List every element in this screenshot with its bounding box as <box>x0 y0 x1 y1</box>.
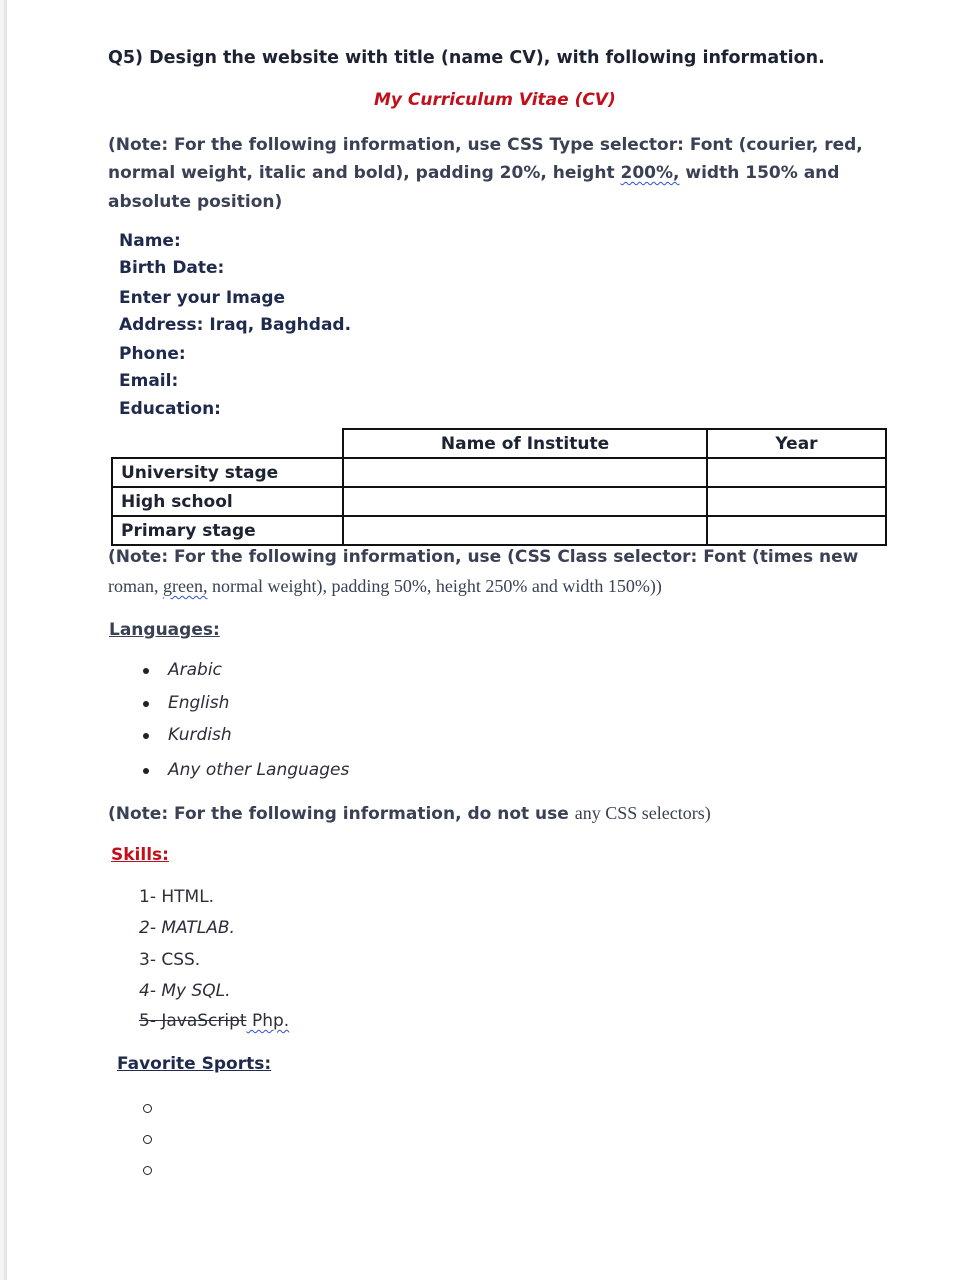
field-birth-date: Birth Date: <box>119 258 225 278</box>
note-no-selectors: (Note: For the following information, do not use any CSS selectors) <box>108 803 711 824</box>
year-cell <box>707 487 886 516</box>
field-image: Enter your Image <box>119 288 286 308</box>
year-cell <box>707 458 886 487</box>
institute-cell <box>343 487 707 516</box>
circle-bullet-icon <box>143 1166 152 1175</box>
list-item: 2- MATLAB. <box>139 918 235 938</box>
field-email: Email: <box>119 371 179 391</box>
field-address: Address: Iraq, Baghdad. <box>119 315 352 335</box>
bullet-icon <box>143 701 149 707</box>
list-item: Arabic <box>168 660 222 680</box>
list-item: 3- CSS. <box>139 950 201 970</box>
table-header-row <box>112 429 886 458</box>
sports-heading: Favorite Sports: <box>117 1054 272 1074</box>
bullet-icon <box>143 768 149 774</box>
year-cell <box>707 516 886 545</box>
header-year: Year <box>707 429 886 458</box>
institute-cell <box>343 516 707 545</box>
list-item: 4- My SQL. <box>139 981 231 1001</box>
table-row <box>112 516 886 545</box>
document-page: Q5) Design the website with title (name CV), with following information. My Curriculum Vitae (CV) (Note: For the following information, use CSS Type selector: Font (courier, red, normal weight, italic and bold), padding 20%, height 200%, width 150% and absolute position) Name: Birth Date: Enter your Image Address: Iraq, Baghdad. Phone: Email: Education: Name of Institute Year University stage High school Primary stage (Note: For the following information, use (CSS Class selector: Font (times new roman, green, normal weight), padding 50%, height 250% and width 150%)) Languages: Arabic English Kurdish Any other Languages (Note: For the following information, do not use any CSS selectors) Skills: 1- HTML. 2- MATLAB. 3- CSS. 4- My SQL. 5- JavaScript Php. Favorite Sports: <box>4 0 956 1280</box>
list-item: 5- JavaScript Php. <box>139 1011 290 1031</box>
stage-cell: Primary stage <box>112 516 343 545</box>
skills-heading: Skills: <box>111 845 169 865</box>
circle-bullet-icon <box>143 1135 152 1144</box>
field-education: Education: <box>119 399 221 419</box>
field-name: Name: <box>119 231 181 251</box>
institute-cell <box>343 458 707 487</box>
circle-bullet-icon <box>143 1104 152 1113</box>
header-institute: Name of Institute <box>343 429 707 458</box>
table-corner-cell <box>112 429 343 458</box>
education-table <box>111 428 887 546</box>
question-heading: Q5) Design the website with title (name CV), with following information. <box>108 48 825 68</box>
list-item: Any other Languages <box>168 760 350 780</box>
list-item: Kurdish <box>168 725 232 745</box>
stage-cell: High school <box>112 487 343 516</box>
bullet-icon <box>143 733 149 739</box>
field-phone: Phone: <box>119 344 186 364</box>
list-item: English <box>168 693 230 713</box>
stage-cell: University stage <box>112 458 343 487</box>
table-row <box>112 487 886 516</box>
list-item: 1- HTML. <box>139 887 215 907</box>
bullet-icon <box>143 668 149 674</box>
cv-title: My Curriculum Vitae (CV) <box>374 90 616 110</box>
table-row <box>112 458 886 487</box>
languages-heading: Languages: <box>109 620 220 640</box>
